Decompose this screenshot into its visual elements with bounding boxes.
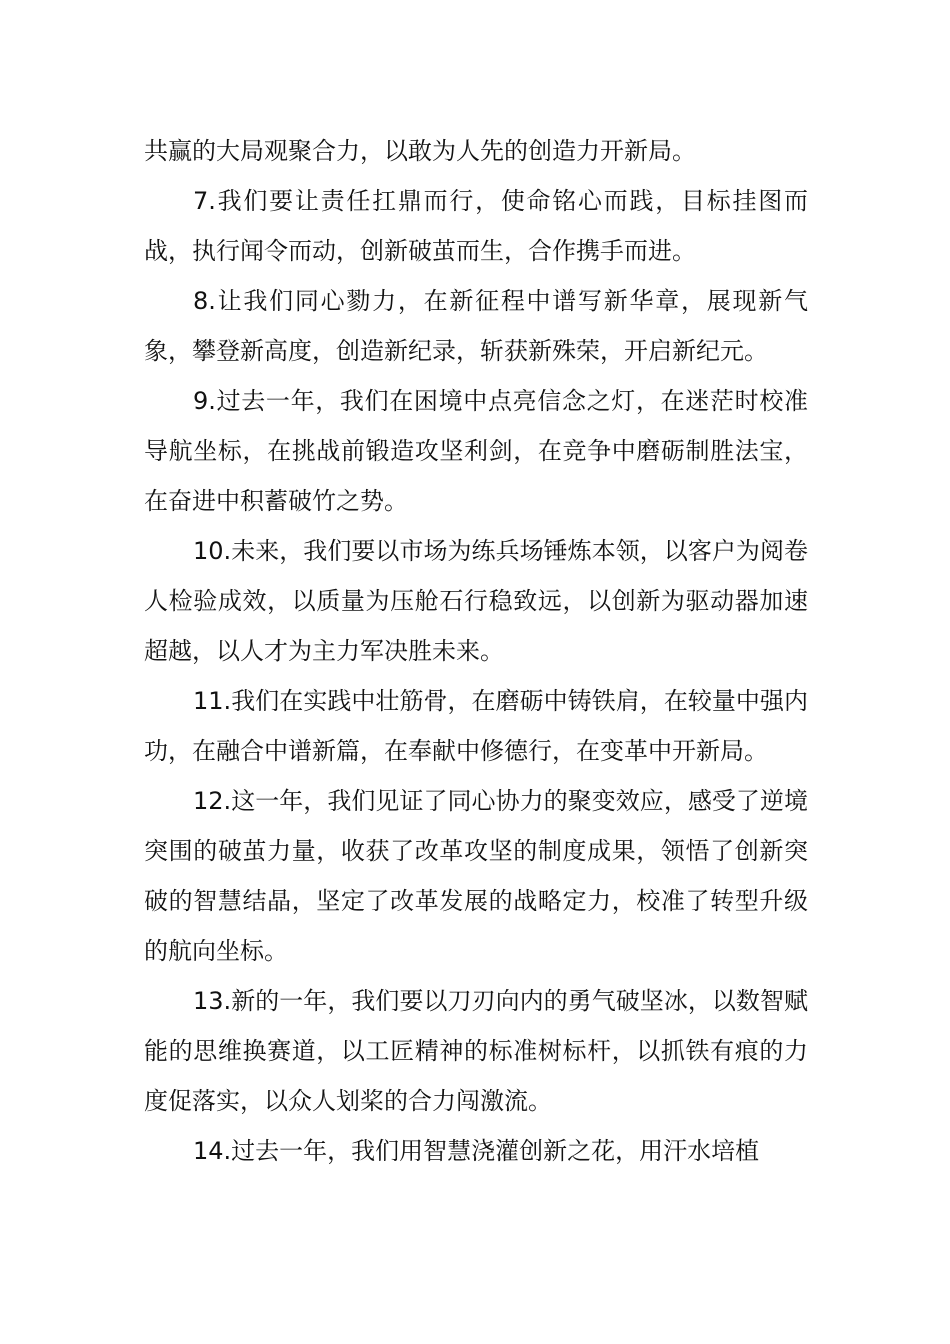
paragraph-item-14: 14.过去一年，我们用智慧浇灌创新之花，用汗水培植 (193, 1137, 760, 1165)
paragraph-item-12: 12.这一年，我们见证了同心协力的聚变效应，感受了逆境突围的破茧力量，收获了改革攻坚的制度成果，领悟了创新突破的智慧结晶，坚定了改革发展的战略定力，校准了转型升级的航向坐标。 (144, 787, 808, 965)
paragraph-item-13: 13.新的一年，我们要以刀刃向内的勇气破坚冰，以数智赋能的思维换赛道，以工匠精神的标准树标杆，以抓铁有痕的力度促落实，以众人划桨的合力闯激流。 (144, 987, 808, 1115)
paragraph-continuation: 共赢的大局观聚合力，以敢为人先的创造力开新局。 (144, 137, 696, 165)
paragraph-item-8: 8.让我们同心勠力，在新征程中谱写新华章，展现新气象，攀登新高度，创造新纪录，斩获新殊荣，开启新纪元。 (144, 287, 808, 365)
document-body (144, 126, 808, 1176)
paragraph-item-7: 7.我们要让责任扛鼎而行，使命铭心而践，目标挂图而战，执行闻令而动，创新破茧而生，合作携手而进。 (144, 187, 808, 265)
paragraph-item-9: 9.过去一年，我们在困境中点亮信念之灯，在迷茫时校准导航坐标，在挑战前锻造攻坚利剑，在竞争中磨砺制胜法宝，在奋进中积蓄破竹之势。 (144, 387, 808, 515)
paragraph-item-11: 11.我们在实践中壮筋骨，在磨砺中铸铁肩，在较量中强内功，在融合中谱新篇，在奉献中修德行，在变革中开新局。 (144, 687, 808, 765)
paragraph-item-10: 10.未来，我们要以市场为练兵场锤炼本领，以客户为阅卷人检验成效，以质量为压舱石行稳致远，以创新为驱动器加速超越，以人才为主力军决胜未来。 (144, 537, 808, 665)
